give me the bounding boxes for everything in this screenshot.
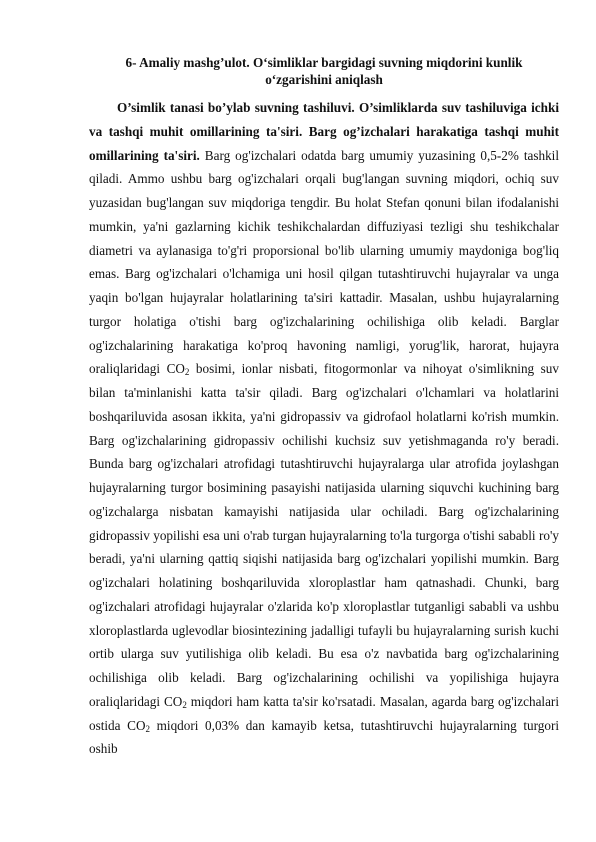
document-title	[89, 54, 559, 88]
body-text-2: bosimi, ionlar nisbati, fitogormonlar va nihoyat o'simlikning suv bilan ta'minlanishi katta ta'sir qiladi. Barg og'izchalari o'lchamlari va holatlarini boshqariluvida asosan ikkita, ya'ni gidropassiv va gidrofaol holatlarni ko'rish mumkin. Barg og'izchalarining gidropassiv ochilishi kuchsiz suv yetishmaganda ro'y beradi. Bunda barg og'izchalari atrofidagi tutashtiruvchi hujayralarga ular atrofida joylashgan hujayralarning turgor bosimining pasayishi natijasida ularning siquvchi kuchining barg og'izchalarga nisbatan kamayishi natijasida ular ochiladi. Barg og'izchalarining gidropassiv yopilishi esa uni o'rab turgan hujayralarning to'la turgorga o'tishi sababli ro'y beradi, ya'ni ularning qattiq siqishi natijasida barg og'izchalari yopilishi mumkin. Barg og'izchalari holatining boshqariluvida xloroplastlar ham qatnashadi. Chunki, barg og'izchalari atrofidagi hujayralar o'zlarida ko'p xloroplastlar tutganligi sababli va ushbu xloroplastlarda uglevodlar biosintezining jadalligi tufayli bu hujayralarning surish kuchi ortib ularga suv yutilishiga olib keladi. Bu esa o'z navbatida barg og'izchalarining ochilishiga olib keladi. Barg og'izchalarining ochilishi va yopilishiga hujayra oraliqlaridagi CO	[89, 361, 559, 709]
body-text-4: miqdori 0,03% dan kamayib ketsa, tutashtiruvchi hujayralarning turgori oshib	[89, 717, 559, 757]
subscript-3: 2	[145, 723, 150, 734]
body-paragraph	[89, 96, 559, 761]
bold-intro: O’simlik tanasi bo’ylab suvning tashiluvi. O’simliklarda suv tashiluviga ichki va tashqi muhit omillarining ta'siri. Barg og’izchalari harakatiga tashqi muhit omillarining ta'siri.	[89, 100, 559, 163]
body-text-3: miqdori ham katta ta'sir ko'rsatadi. Masalan, agarda barg og'izchalari ostida CO	[89, 693, 559, 733]
title-line-2: o‘zgarishini aniqlash	[265, 72, 383, 87]
subscript-1: 2	[184, 367, 190, 378]
title-line-1: 6- Amaliy mashg’ulot. O‘simliklar bargidagi suvning miqdorini kunlik	[125, 55, 523, 70]
body-text-1: Barg og'izchalari odatda barg umumiy yuzasining 0,5-2% tashkil qiladi. Ammo ushbu barg og'izchalari orqali bug'langan suvning miqdori, ochiq suv yuzasidan bug'langan suv miqdoriga tengdir. Bu holat Stefan qonuni bilan ifodalanishi mumkin, ya'ni gazlarning kichik teshikchalardan diffuziyasi tezligi shu teshikchalar diametri va aylanasiga to'g'ri proporsional bo'lib ularning umumiy maydoniga bog'liq emas. Barg og'izchalari o'lchamiga uni hosil qilgan tutashtiruvchi hujayralar va unga yaqin bo'lgan hujayralar holatlarining ta'siri kattadir. Masalan, ushbu hujayralarning turgor holatiga o'tishi barg og'izchalarining ochilishiga olib keladi. Barglar og'izchalarining harakatiga ko'proq havoning namligi, yorug'lik, harorat, hujayra oraliqlaridagi CO	[89, 147, 559, 377]
subscript-2: 2	[182, 699, 187, 710]
document-page	[89, 54, 559, 761]
